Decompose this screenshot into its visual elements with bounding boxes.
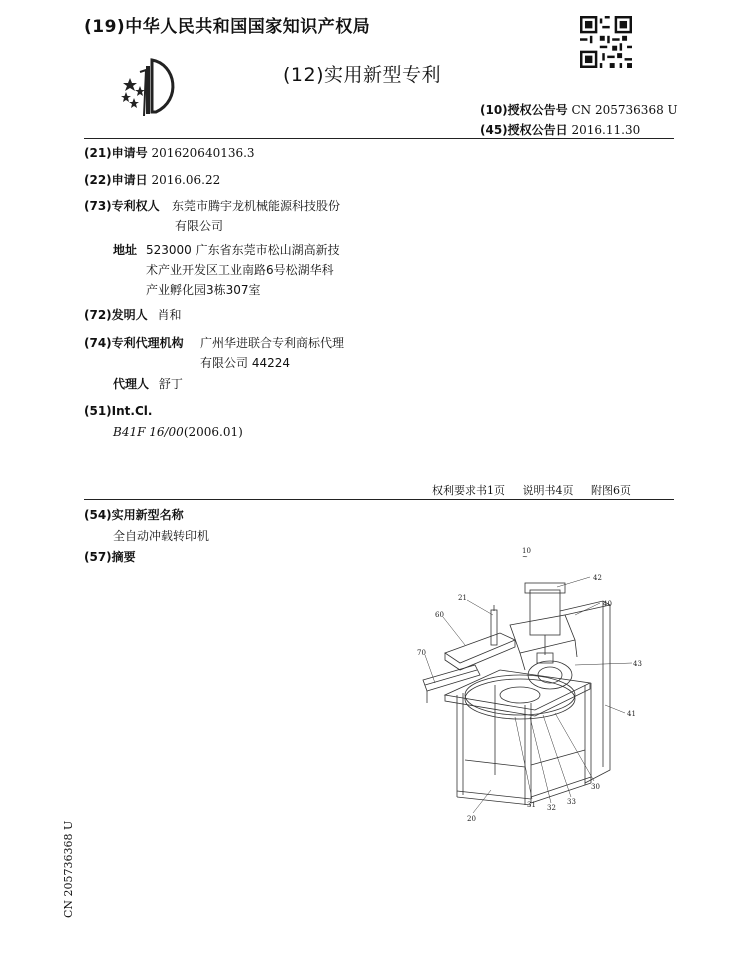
claims-page-count: 权利要求书1页 [432,484,505,497]
patentee-value [172,196,340,236]
figure-label: 30 [591,783,600,791]
intcl-code: B41F 16/00 [113,425,184,439]
figure-label: 70 [417,649,426,657]
intcl-label-text: (51)Int.Cl. [84,404,153,418]
figure-label: 41 [627,710,636,718]
patentee-line: 有限公司 [175,219,224,233]
utility-model-title: 全自动冲载转印机 [113,529,210,543]
inventor [84,305,182,325]
publication-number-value: CN 205736368 U [571,103,678,117]
figure-label: 60 [435,611,444,619]
publication-date-value: 2016.11.30 [571,123,641,137]
page-counts [432,482,645,498]
figure-label: 31 [527,801,536,809]
agency-line: 有限公司 44224 [200,356,290,370]
agency-line: 广州华进联合专利商标代理 [200,336,345,350]
application-number-value: 201620640136.3 [151,146,255,160]
utility-model-name-label [84,505,184,525]
title-label-text: (54)实用新型名称 [84,508,184,522]
drawings-page-count: 附图6页 [591,484,631,497]
address-value [146,240,340,300]
agency-value [200,333,344,373]
publication-number [480,101,678,118]
figure-label: 43 [633,660,642,668]
figure-label-tilde: ~ [522,553,528,561]
patentee-label-text: (73)专利权人 [84,199,160,213]
office-heading: (19)中华人民共和国国家知识产权局 [84,17,371,37]
address-label [113,240,137,260]
qr-code-icon [580,16,632,68]
application-number-label: (21)申请号 [84,146,148,160]
header-divider [84,138,674,139]
inventor-value: 肖和 [157,308,182,322]
figure-label: 21 [458,594,467,602]
agency-label [84,333,184,353]
agent-label: 代理人 [113,377,150,391]
section-divider [84,499,674,500]
agency-label-text: (74)专利代理机构 [84,336,184,350]
figure-label: 40 [603,600,612,608]
address-label-text: 地址 [113,243,138,257]
abstract-label [84,547,136,567]
description-page-count: 说明书4页 [522,484,574,497]
intcl-value [113,422,243,442]
figure-label: 10 [522,547,531,555]
application-number [84,143,255,163]
agent-value: 舒丁 [158,377,183,391]
side-publication-number: CN 205736368 U [62,820,75,918]
intcl-label [84,401,152,421]
figure-label: 42 [593,574,602,582]
application-date-value: 2016.06.22 [151,173,221,187]
cnipa-logo-icon [118,56,188,118]
inventor-label: (72)发明人 [84,308,148,322]
document-type-heading: (12)实用新型专利 [283,64,442,86]
publication-date [480,121,640,138]
figure-label: 33 [567,798,576,806]
patentee-line: 东莞市腾宇龙机械能源科技股份 [172,199,341,213]
publication-number-label: (10)授权公告号 [480,103,568,117]
patentee-label [84,196,160,216]
address-line: 产业孵化园3栋307室 [146,283,261,297]
intcl-version: (2006.01) [183,425,243,439]
publication-date-label: (45)授权公告日 [480,123,568,137]
machine-drawing [405,545,655,830]
application-date [84,170,220,190]
figure-label: 32 [547,804,556,812]
figure-label: 20 [467,815,476,823]
address-line: 523000 广东省东莞市松山湖高新技 [146,243,340,257]
application-date-label: (22)申请日 [84,173,148,187]
address-line: 术产业开发区工业南路6号松湖华科 [146,263,334,277]
agent [113,374,183,394]
abstract-label-text: (57)摘要 [84,550,136,564]
